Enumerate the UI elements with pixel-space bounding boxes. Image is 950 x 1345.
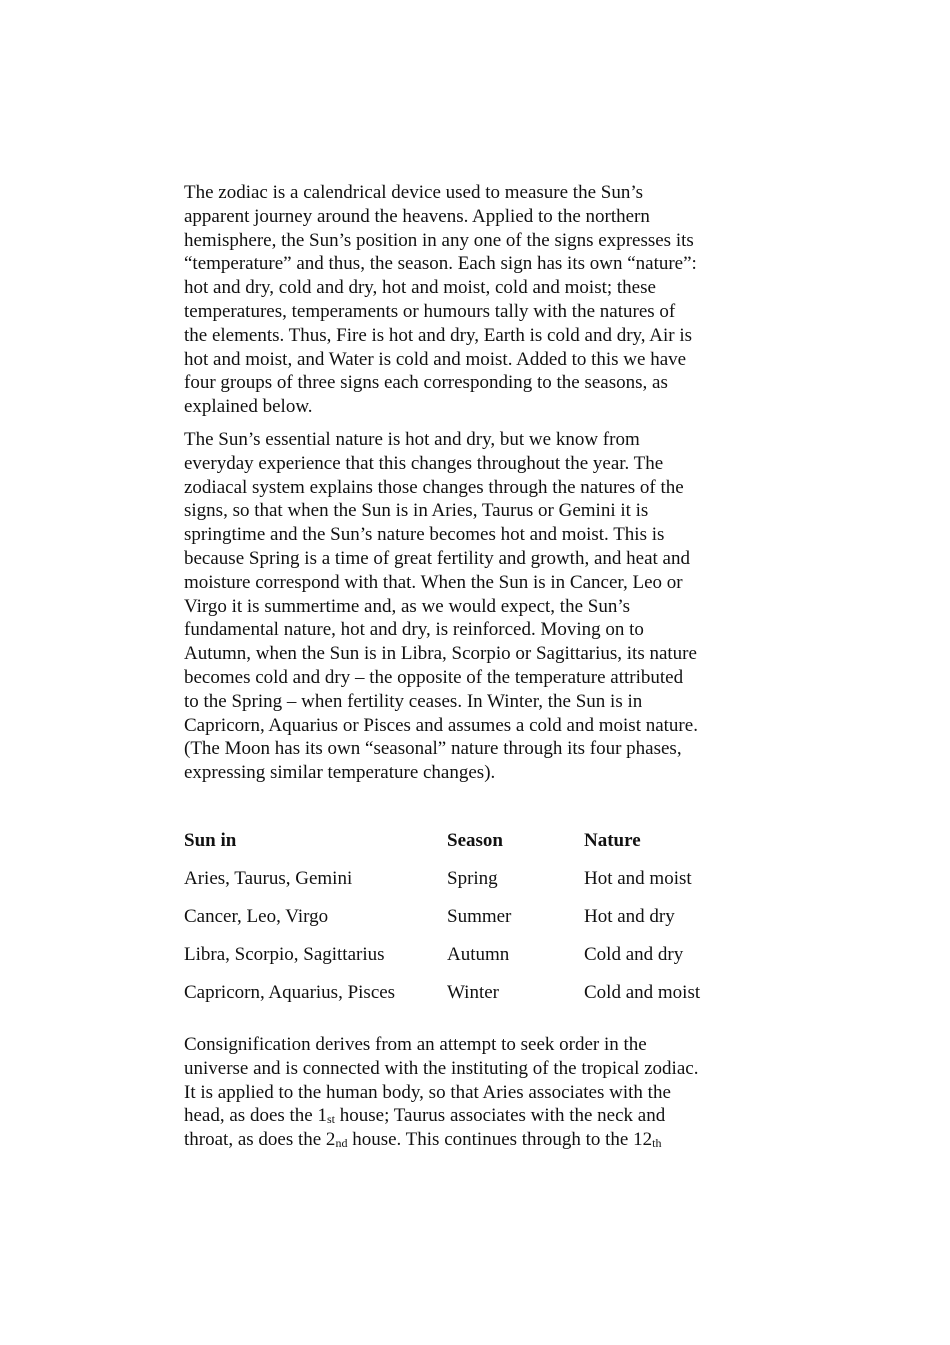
cell-signs: Capricorn, Aquarius, Pisces [184, 982, 396, 1003]
text-line: It is applied to the human body, so that Aries associates with the [184, 1081, 671, 1103]
text-line: to the Spring – when fertility ceases. In Winter, the Sun is in [184, 690, 643, 712]
paragraph-sun-nature [184, 428, 784, 785]
text-line: hot and moist, and Water is cold and moist. Added to this we have [184, 348, 687, 370]
text-fragment: house; Taurus associates with the neck and [335, 1105, 666, 1127]
text-line: fundamental nature, hot and dry, is reinforced. Moving on to [184, 619, 644, 641]
text-line: zodiacal system explains those changes through the natures of the [184, 476, 684, 498]
cell-signs: Aries, Taurus, Gemini [184, 868, 353, 889]
ordinal-suffix: st [326, 1112, 335, 1127]
column-header-season: Season [447, 830, 503, 851]
text-fragment: house. This continues through to the 12 [347, 1129, 653, 1151]
cell-nature: Cold and dry [584, 944, 684, 965]
cell-signs: Cancer, Leo, Virgo [184, 906, 329, 927]
text-line: “temperature” and thus, the season. Each sign has its own “nature”: [184, 253, 697, 275]
cell-season: Winter [447, 982, 499, 1003]
text-line: hemisphere, the Sun’s position in any one of the signs expresses its [184, 229, 694, 251]
cell-signs: Libra, Scorpio, Sagittarius [184, 944, 385, 965]
table-row [184, 902, 764, 940]
text-line: apparent journey around the heavens. Applied to the northern [184, 205, 650, 227]
ordinal-suffix: th [652, 1136, 662, 1151]
text-line: Capricorn, Aquarius or Pisces and assumes a cold and moist nature. [184, 714, 698, 736]
column-header-nature: Nature [584, 830, 641, 851]
text-fragment: throat, as does the 2 [184, 1129, 336, 1151]
cell-season: Summer [447, 906, 512, 927]
ordinal-suffix: nd [335, 1136, 348, 1151]
text-line: becomes cold and dry – the opposite of the temperature attributed [184, 666, 684, 688]
text-line: hot and dry, cold and dry, hot and moist, cold and moist; these [184, 277, 656, 299]
cell-nature: Cold and moist [584, 982, 701, 1003]
table-row [184, 940, 764, 978]
cell-nature: Hot and dry [584, 906, 675, 927]
text-line: Virgo it is summertime and, as we would expect, the Sun’s [184, 595, 630, 617]
document-body [184, 181, 784, 785]
text-line: Consignification derives from an attempt to seek order in the [184, 1034, 647, 1055]
text-line: temperatures, temperaments or humours tally with the natures of [184, 300, 676, 322]
text-line: expressing similar temperature changes). [184, 762, 496, 784]
text-fragment: head, as does the 1 [184, 1105, 327, 1127]
paragraph-zodiac-intro [184, 181, 784, 419]
text-line: four groups of three signs each corresponding to the seasons, as [184, 372, 668, 394]
text-line: (The Moon has its own “seasonal” nature through its four phases, [184, 738, 682, 760]
table-row [184, 978, 764, 1016]
text-line: moisture correspond with that. When the Sun is in Cancer, Leo or [184, 571, 683, 593]
text-line: explained below. [184, 396, 313, 418]
table-header-row [184, 826, 764, 864]
column-header-sun-in: Sun in [184, 830, 237, 851]
text-line: everyday experience that this changes throughout the year. The [184, 452, 664, 474]
text-line: because Spring is a time of great fertility and growth, and heat and [184, 547, 690, 569]
text-line: signs, so that when the Sun is in Aries, Taurus or Gemini it is [184, 500, 649, 522]
text-line [184, 1104, 698, 1128]
table-row [184, 864, 764, 902]
cell-season: Spring [447, 868, 498, 889]
text-line: springtime and the Sun’s nature becomes hot and moist. This is [184, 524, 665, 546]
text-line: the elements. Thus, Fire is hot and dry, Earth is cold and dry, Air is [184, 324, 692, 346]
paragraph-consignification [184, 1033, 698, 1152]
text-line: universe and is connected with the instituting of the tropical zodiac. [184, 1057, 699, 1079]
text-line: The zodiac is a calendrical device used to measure the Sun’s [184, 182, 643, 203]
text-line [184, 1128, 698, 1152]
text-line: Autumn, when the Sun is in Libra, Scorpio or Sagittarius, its nature [184, 643, 697, 665]
text-line: The Sun’s essential nature is hot and dry, but we know from [184, 428, 640, 450]
cell-season: Autumn [447, 944, 510, 965]
seasons-table [184, 826, 764, 1016]
cell-nature: Hot and moist [584, 868, 692, 889]
